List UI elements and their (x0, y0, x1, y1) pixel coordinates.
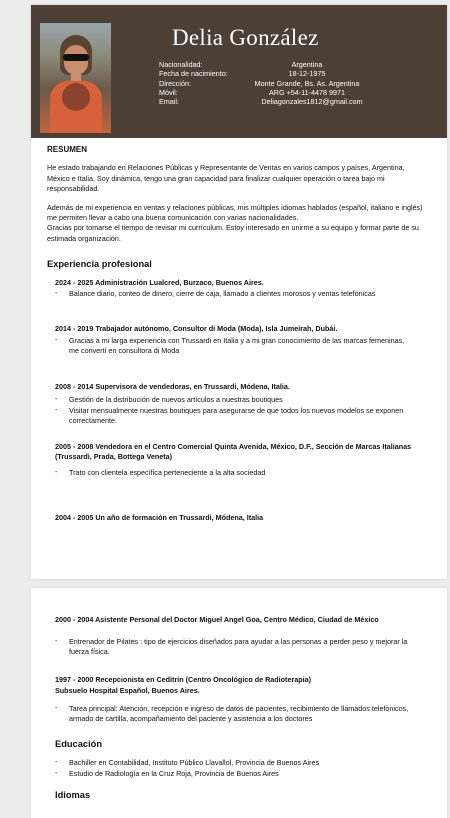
job-title: 2014 - 2019 Trabajador autónomo, Consultor di Moda (Moda), Isla Jumeirah, Dubái. (55, 324, 338, 333)
job-bullet-text: Balance diario, conteo de dinero, cierre de caja, llamado a clientes morosos y ventas telefónicas (69, 289, 376, 298)
experiencia-list-continued: 2000 - 2004 Asistente Personal del Doctor Miguel Angel Goa, Centro Médico, Ciudad de México - Entrenador de Pilates : tipo de ejercicios diseñados para ayudar a las personas a perder peso y mejorar la fuerza física. 1997 - 2000 Recepcionista en Ceditrin (Centro Oncológico de Radioterapia) Subsuelo Hospital Español, Buenos Aires. - Tarea principal: Atención, recepción e ingreso de datos de pacientes, recibimiento de llamados telefónicos, armado de cartilla, acompañamiento del paciente y asistencia a los doctores Educación - Bachiller en Contabilidad, Instituto Público Llavallol, Provincia de Buenos Aires - Estudio de Radiología en la Cruz Roja, Provincia de Buenos Aires Idiomas (47, 615, 427, 815)
educacion-item-text: Estudio de Radiología en la Cruz Roja, Provincia de Buenos Aires (69, 769, 279, 778)
email-link[interactable]: Deliagonzales1812@gmail.com (261, 97, 363, 107)
job-title: 1997 - 2000 Recepcionista en Ceditrin (Centro Oncológico de Radioterapia) (55, 675, 312, 684)
cv-page-2 (31, 588, 447, 818)
info-label: Email: (159, 97, 179, 107)
job-bullet-text: Tarea principal: Atención, recepción e ingreso de datos de pacientes, recibimiento de llamados telefónicos, armado de cartilla, acompañamiento del paciente y asistencia a los doctores (69, 704, 409, 724)
personal-info (159, 60, 369, 106)
job-title: 2004 - 2005 Un año de formación en Trussardi, Módena, Italia (55, 513, 264, 522)
resumen-heading: RESUMEN (47, 145, 88, 154)
job-title: 2005 - 2008 Vendedora en el Centro Comercial Quinta Avenida, México, D.F., Sección de Marcas Italianas (Trussardi, Prada, Bottega Veneta) (55, 442, 412, 462)
info-value: Monte Grande, Bs. As. Argentina (254, 78, 360, 88)
resumen-paragraph: Además de mi experiencia en ventas y relaciones públicas, mis múltiples idiomas hablados (español, italiano e inglés) me permiten llevar a cabo una buena comunicación con varias nacionalidades. (47, 202, 423, 223)
info-value: Argentina (291, 60, 323, 69)
candidate-name: Delia González (172, 25, 319, 50)
info-label: Nacionalidad: (159, 60, 203, 69)
experiencia-heading-wrap (47, 259, 427, 269)
info-label: Dirección: (159, 78, 191, 88)
job-bullet-text: Gracias a mi larga experiencia con Trussardi en Italia y a mi gran conocimiento de las marcas femeninas, me convertí en consultora di Moda (69, 336, 405, 356)
resumen-paragraph: Gracias por tomarse el tiempo de revisar mi currículum. Estoy interesado en unirme a su equipo y formar parte de su estimada organización. (47, 223, 419, 243)
info-label: Móvil: (159, 87, 178, 97)
job-bullet-text: Visitar mensualmente nuestras boutiques para asegurarse de que todos los nuevos modelos se exponen correctamente. (69, 406, 404, 426)
job-title: 2024 - 2025 Administración Lualcred, Burzaco, Buenos Aires. (55, 278, 264, 287)
experiencia-heading: Experiencia profesional (47, 259, 152, 269)
job-bullet-text: Trato con clientela específica perteneciente a la alta sociedad (69, 468, 266, 477)
educacion-heading: Educación (55, 739, 103, 749)
resumen-paragraph: He estado trabajando en Relaciones Públicas y Representante de Ventas en varios campos y países, Argentina, México e Italia. Soy dinámica, tengo una gran capacidad para finalizar cualquier operación o tarea bajo mi responsabilidad. (47, 163, 405, 194)
job-title: 2000 - 2004 Asistente Personal del Doctor Miguel Angel Goa, Centro Médico, Ciudad de México (55, 615, 379, 624)
cv-page-1 (31, 5, 447, 579)
experiencia-list: 2024 - 2025 Administración Lualcred, Burzaco, Buenos Aires. - Balance diario, conteo de dinero, cierre de caja, llamado a clientes morosos y ventas telefónicas 2014 - 2019 Trabajador autónomo, Consultor di Moda (Moda), Isla Jumeirah, Dubái. - Gracias a mi larga experiencia con Trussardi en Italia y a mi gran conocimiento de las marcas femeninas, me convertí en consultora di Moda 2008 - 2014 Supervisora de vendedoras, en Trussardi, Módena, Italia. - Gestión de la distribución de nuevos artículos a nuestras boutiques - Visitar mensualmente nuestras boutiques para asegurarse de que todos los nuevos modelos se exponen correctamente. 2005 - 2008 Vendedora en el Centro Comercial Quinta Avenida, México, D.F., Sección de Marcas Italianas (Trussardi, Prada, Bottega Veneta) - Trato con clientela específica perteneciente a la alta sociedad 2004 - 2005 Un año de formación en Trussardi, Módena, Italia (47, 278, 427, 578)
info-value: 18-12-1975 (288, 69, 326, 79)
idiomas-heading: Idiomas (55, 790, 91, 800)
educacion-item-text: Bachiller en Contabilidad, Instituto Público Llavallol, Provincia de Buenos Aires (69, 758, 320, 767)
job-title: 2008 - 2014 Supervisora de vendedoras, en Trussardi, Módena, Italia. (55, 382, 290, 391)
job-bullet-text: Entrenador de Pilates : tipo de ejercicios diseñados para ayudar a las personas a perder peso y mejorar la fuerza física. (69, 637, 408, 657)
resumen-section (47, 145, 427, 244)
job-subtitle: Subsuelo Hospital Español, Buenos Aires. (55, 686, 200, 695)
info-value: ARG +54-11-4478 9971 (269, 87, 345, 97)
profile-photo (40, 23, 111, 133)
info-label: Fecha de nacimiento: (159, 69, 228, 79)
cv-header (31, 5, 447, 138)
job-bullet-text: Gestión de la distribución de nuevos artículos a nuestras boutiques (69, 395, 283, 404)
